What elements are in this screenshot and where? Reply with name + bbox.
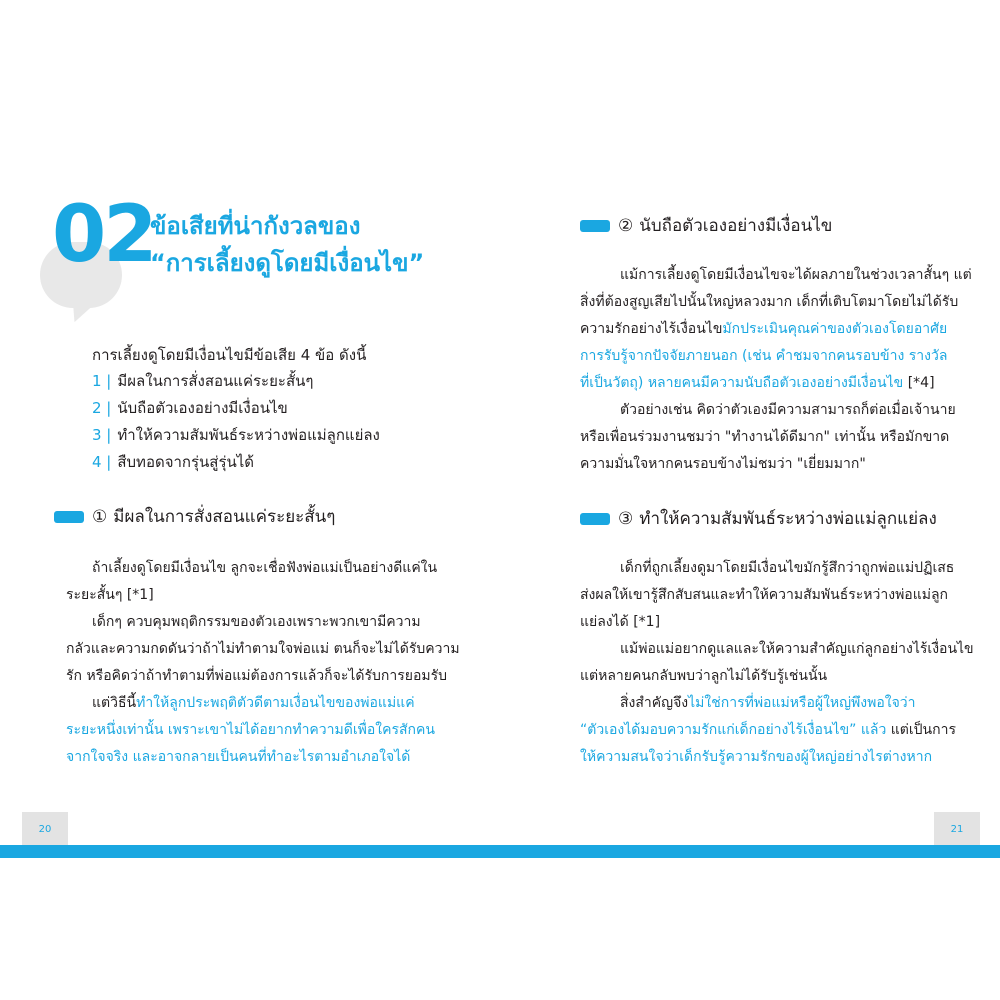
paragraph-line: กลัวและความกดดันว่าถ้าไม่ทำตามใจพ่อแม่ ตนก็จะไม่ได้รับความ — [66, 641, 460, 657]
section-heading-3: ③ ทำให้ความสัมพันธ์ระหว่างพ่อแม่ลูกแย่ลง — [580, 505, 937, 532]
page-number-right: 21 — [934, 812, 980, 858]
section-heading-1: ① มีผลในการสั่งสอนแค่ระยะสั้นๆ — [54, 503, 335, 530]
section-heading-2: ② นับถือตัวเองอย่างมีเงื่อนไข — [580, 212, 832, 239]
paragraph-line: แม้พ่อแม่อยากดูแลและให้ความสำคัญแก่ลูกอย่างไร้เงื่อนไข — [620, 641, 974, 657]
paragraph-line: ที่เป็นวัตถุ) หลายคนมีความนับถือตัวเองอย่างมีเงื่อนไข [*4] — [580, 375, 935, 391]
list-item: 3 | ทำให้ความสัมพันธ์ระหว่างพ่อแม่ลูกแย่ลง — [92, 426, 380, 444]
list-item: 2 | นับถือตัวเองอย่างมีเงื่อนไข — [92, 399, 288, 417]
paragraph-line-highlight: จากใจจริง และอาจกลายเป็นคนที่ทำอะไรตามอำเภอใจได้ — [66, 749, 411, 765]
paragraph-line-highlight: ให้ความสนใจว่าเด็กรับรู้ความรักของผู้ใหญ่อย่างไรต่างหาก — [580, 749, 933, 765]
paragraph-line: แม้การเลี้ยงดูโดยมีเงื่อนไขจะได้ผลภายในช่วงเวลาสั้นๆ แต่ — [620, 267, 972, 283]
chapter-title-line1: ข้อเสียที่น่ากังวลของ — [150, 212, 361, 240]
paragraph-line: สิ่งที่ต้องสูญเสียไปนั้นใหญ่หลวงมาก เด็กที่เติบโตมาโดยไม่ได้รับ — [580, 294, 959, 310]
paragraph-line: รัก หรือคิดว่าถ้าทำตามที่พ่อแม่ต้องการแล้วก็จะได้รับการยอมรับ — [66, 668, 448, 684]
paragraph-line: หรือเพื่อนร่วมงานชมว่า "ทำงานได้ดีมาก" เท่านั้น หรือมักขาด — [580, 429, 950, 445]
section-bar-icon — [54, 511, 84, 523]
paragraph-line-highlight: การรับรู้จากปัจจัยภายนอก (เช่น คำชมจากคนรอบข้าง รางวัล — [580, 348, 948, 364]
paragraph-line: ความรักอย่างไร้เงื่อนไขมักประเมินคุณค่าของตัวเองโดยอาศัย — [580, 321, 948, 337]
page-number-left: 20 — [22, 812, 68, 858]
paragraph-line: เด็กที่ถูกเลี้ยงดูมาโดยมีเงื่อนไขมักรู้สึกว่าถูกพ่อแม่ปฏิเสธ — [620, 560, 955, 576]
paragraph-line: ระยะสั้นๆ [*1] — [66, 587, 154, 603]
paragraph-line: ตัวอย่างเช่น คิดว่าตัวเองมีความสามารถก็ต่อเมื่อเจ้านาย — [620, 402, 956, 418]
paragraph-line: ส่งผลให้เขารู้สึกสับสนและทำให้ความสัมพันธ์ระหว่างพ่อแม่ลูก — [580, 587, 949, 603]
section-bar-icon — [580, 513, 610, 525]
chapter-title-line2: “การเลี้ยงดูโดยมีเงื่อนไข” — [150, 249, 425, 277]
paragraph-line: แต่หลายคนกลับพบว่าลูกไม่ได้รับรู้เช่นนั้น — [580, 668, 828, 684]
section-bar-icon — [580, 220, 610, 232]
paragraph-line: ถ้าเลี้ยงดูโดยมีเงื่อนไข ลูกจะเชื่อฟังพ่อแม่เป็นอย่างดีแค่ใน — [92, 560, 438, 576]
intro-text: การเลี้ยงดูโดยมีเงื่อนไขมีข้อเสีย 4 ข้อ ดังนี้ — [92, 346, 367, 364]
chapter-number: 02 — [52, 190, 155, 280]
paragraph-line: แต่วิธีนี้ทำให้ลูกประพฤติตัวดีตามเงื่อนไขของพ่อแม่แค่ — [92, 695, 415, 711]
paragraph-line: ความมั่นใจหากคนรอบข้างไม่ชมว่า "เยี่ยมมาก" — [580, 456, 866, 472]
list-item: 4 | สืบทอดจากรุ่นสู่รุ่นได้ — [92, 453, 255, 471]
bottom-color-band — [0, 845, 1000, 858]
paragraph-line: แย่ลงได้ [*1] — [580, 614, 661, 630]
paragraph-line-highlight: ระยะหนึ่งเท่านั้น เพราะเขาไม่ได้อยากทำความดีเพื่อใครสักคน — [66, 722, 435, 738]
list-item: 1 | มีผลในการสั่งสอนแค่ระยะสั้นๆ — [92, 372, 314, 390]
paragraph-line: “ตัวเองได้มอบความรักแก่เด็กอย่างไร้เงื่อนไข” แล้ว แต่เป็นการ — [580, 722, 956, 738]
paragraph-line: เด็กๆ ควบคุมพฤติกรรมของตัวเองเพราะพวกเขามีความ — [92, 614, 421, 630]
paragraph-line: สิ่งสำคัญจึงไม่ใช่การที่พ่อแม่หรือผู้ใหญ่พึงพอใจว่า — [620, 695, 916, 711]
